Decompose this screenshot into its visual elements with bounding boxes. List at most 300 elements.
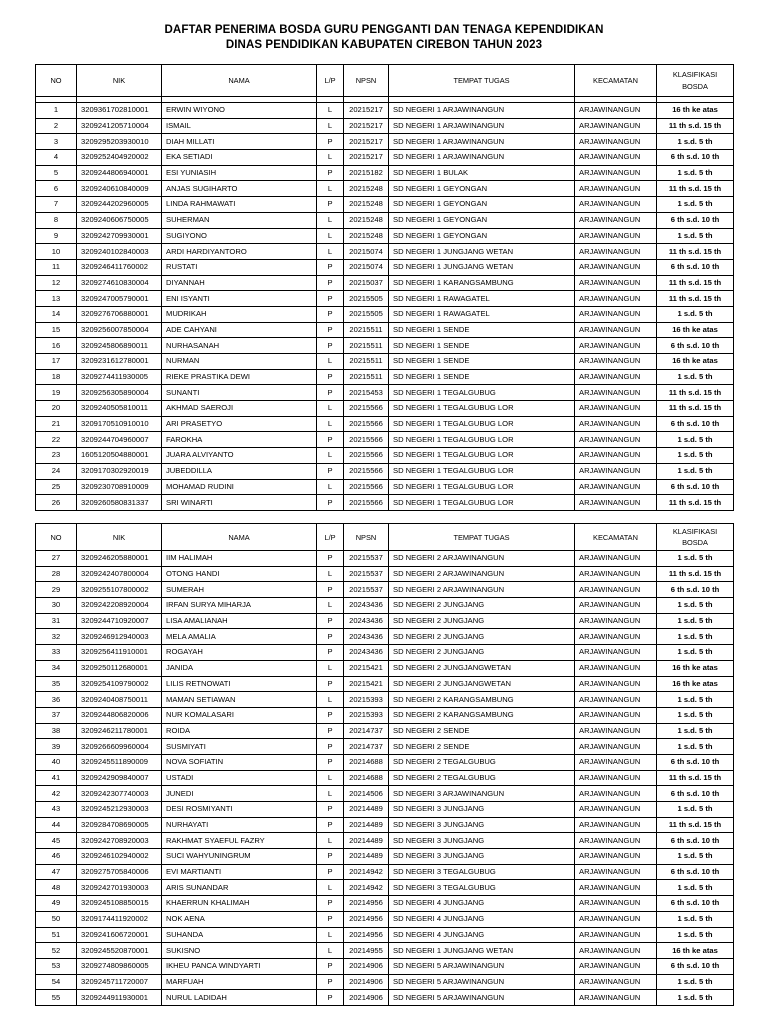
cell-npsn: 20215217 xyxy=(344,118,389,134)
cell-kecamatan: ARJAWINANGUN xyxy=(575,566,657,582)
cell-nik: 3209240102840003 xyxy=(77,244,162,260)
cell-lp: P xyxy=(317,306,344,322)
cell-tempat-tugas: SD NEGERI 2 ARJAWINANGUN xyxy=(389,582,575,598)
cell-nik: 3209274610830004 xyxy=(77,275,162,291)
cell-nik: 3209244202960005 xyxy=(77,197,162,213)
document-title-line2: DINAS PENDIDIKAN KABUPATEN CIREBON TAHUN 2023 xyxy=(225,39,543,51)
cell-tempat-tugas: SD NEGERI 1 ARJAWINANGUN xyxy=(389,118,575,134)
cell-tempat-tugas: SD NEGERI 1 SENDE xyxy=(389,369,575,385)
cell-nama: SUKISNO xyxy=(162,943,317,959)
cell-npsn: 20215453 xyxy=(344,385,389,401)
cell-lp: L xyxy=(317,598,344,614)
cell-klasifikasi: 1 s.d. 5 th xyxy=(657,802,734,818)
cell-lp: L xyxy=(317,479,344,495)
table-row xyxy=(36,259,734,275)
cell-nik: 3209244806940001 xyxy=(77,165,162,181)
header-kecamatan: KECAMATAN xyxy=(575,524,657,551)
cell-klasifikasi: 6 th s.d. 10 th xyxy=(657,754,734,770)
cell-klasifikasi: 6 th s.d. 10 th xyxy=(657,416,734,432)
cell-lp: P xyxy=(317,739,344,755)
cell-npsn: 20215511 xyxy=(344,354,389,370)
cell-npsn: 20215511 xyxy=(344,322,389,338)
cell-no: 20 xyxy=(36,401,77,417)
cell-npsn: 20215217 xyxy=(344,150,389,166)
cell-npsn: 20215248 xyxy=(344,197,389,213)
cell-npsn: 20215505 xyxy=(344,291,389,307)
cell-klasifikasi: 11 th s.d. 15 th xyxy=(657,181,734,197)
table-row xyxy=(36,927,734,943)
table-row xyxy=(36,150,734,166)
cell-tempat-tugas: SD NEGERI 2 JUNGJANGWETAN xyxy=(389,660,575,676)
cell-no: 19 xyxy=(36,385,77,401)
cell-tempat-tugas: SD NEGERI 1 KARANGSAMBUNG xyxy=(389,275,575,291)
cell-klasifikasi: 1 s.d. 5 th xyxy=(657,165,734,181)
cell-lp: L xyxy=(317,943,344,959)
cell-nik: 3209274411930005 xyxy=(77,369,162,385)
cell-lp: P xyxy=(317,990,344,1006)
cell-no: 31 xyxy=(36,613,77,629)
cell-lp: P xyxy=(317,707,344,723)
cell-klasifikasi: 1 s.d. 5 th xyxy=(657,927,734,943)
cell-kecamatan: ARJAWINANGUN xyxy=(575,692,657,708)
cell-lp: L xyxy=(317,786,344,802)
recipients-table-2 xyxy=(35,523,734,1006)
cell-npsn: 20215566 xyxy=(344,448,389,464)
cell-klasifikasi: 11 th s.d. 15 th xyxy=(657,385,734,401)
cell-npsn: 20215537 xyxy=(344,566,389,582)
cell-klasifikasi: 6 th s.d. 10 th xyxy=(657,864,734,880)
cell-kecamatan: ARJAWINANGUN xyxy=(575,613,657,629)
table-row xyxy=(36,754,734,770)
cell-nama: ARI PRASETYO xyxy=(162,416,317,432)
cell-nama: DIYANNAH xyxy=(162,275,317,291)
cell-no: 15 xyxy=(36,322,77,338)
cell-tempat-tugas: SD NEGERI 4 JUNGJANG xyxy=(389,896,575,912)
cell-tempat-tugas: SD NEGERI 1 TEGALGUBUG LOR xyxy=(389,479,575,495)
table-row xyxy=(36,306,734,322)
cell-lp: P xyxy=(317,645,344,661)
cell-klasifikasi: 1 s.d. 5 th xyxy=(657,629,734,645)
cell-kecamatan: ARJAWINANGUN xyxy=(575,463,657,479)
cell-no: 51 xyxy=(36,927,77,943)
table-row xyxy=(36,354,734,370)
header-nik: NIK xyxy=(77,524,162,551)
table-row xyxy=(36,864,734,880)
cell-nama: ESI YUNIASIH xyxy=(162,165,317,181)
header-tempat-tugas: TEMPAT TUGAS xyxy=(389,65,575,97)
cell-no: 27 xyxy=(36,551,77,567)
cell-tempat-tugas: SD NEGERI 1 GEYONGAN xyxy=(389,228,575,244)
cell-tempat-tugas: SD NEGERI 1 GEYONGAN xyxy=(389,197,575,213)
cell-kecamatan: ARJAWINANGUN xyxy=(575,306,657,322)
table-row xyxy=(36,911,734,927)
cell-nama: ARDI HARDIYANTORO xyxy=(162,244,317,260)
cell-kecamatan: ARJAWINANGUN xyxy=(575,275,657,291)
cell-nama: SUHANDA xyxy=(162,927,317,943)
cell-no: 41 xyxy=(36,770,77,786)
header-klasifikasi-line1: KLASIFIKASI xyxy=(672,69,718,79)
cell-lp: P xyxy=(317,817,344,833)
cell-tempat-tugas: SD NEGERI 1 SENDE xyxy=(389,322,575,338)
table-row xyxy=(36,817,734,833)
cell-no: 42 xyxy=(36,786,77,802)
cell-npsn: 20214906 xyxy=(344,990,389,1006)
cell-npsn: 20243436 xyxy=(344,629,389,645)
cell-npsn: 20215505 xyxy=(344,306,389,322)
cell-kecamatan: ARJAWINANGUN xyxy=(575,864,657,880)
cell-nama: NURUL LADIDAH xyxy=(162,990,317,1006)
header-klasifikasi-line2: BOSDA xyxy=(682,538,708,547)
cell-nama: LINDA RAHMAWATI xyxy=(162,197,317,213)
cell-kecamatan: ARJAWINANGUN xyxy=(575,150,657,166)
cell-npsn: 20214489 xyxy=(344,833,389,849)
cell-lp: P xyxy=(317,197,344,213)
cell-nama: IRFAN SURYA MIHARJA xyxy=(162,598,317,614)
cell-no: 21 xyxy=(36,416,77,432)
table-row xyxy=(36,770,734,786)
cell-tempat-tugas: SD NEGERI 2 ARJAWINANGUN xyxy=(389,551,575,567)
cell-kecamatan: ARJAWINANGUN xyxy=(575,244,657,260)
cell-lp: P xyxy=(317,369,344,385)
table-row xyxy=(36,322,734,338)
cell-nama: MUDRIKAH xyxy=(162,306,317,322)
cell-kecamatan: ARJAWINANGUN xyxy=(575,723,657,739)
cell-npsn: 20214688 xyxy=(344,754,389,770)
cell-tempat-tugas: SD NEGERI 1 TEGALGUBUG LOR xyxy=(389,432,575,448)
cell-kecamatan: ARJAWINANGUN xyxy=(575,401,657,417)
cell-npsn: 20214955 xyxy=(344,943,389,959)
cell-klasifikasi: 6 th s.d. 10 th xyxy=(657,150,734,166)
cell-nik: 3209242407800004 xyxy=(77,566,162,582)
cell-no: 35 xyxy=(36,676,77,692)
cell-nik: 3209240606750005 xyxy=(77,212,162,228)
cell-kecamatan: ARJAWINANGUN xyxy=(575,338,657,354)
cell-klasifikasi: 1 s.d. 5 th xyxy=(657,306,734,322)
cell-tempat-tugas: SD NEGERI 1 JUNGJANG WETAN xyxy=(389,943,575,959)
cell-klasifikasi: 16 th ke atas xyxy=(657,943,734,959)
cell-npsn: 20215511 xyxy=(344,338,389,354)
cell-nama: SUHERMAN xyxy=(162,212,317,228)
cell-lp: P xyxy=(317,723,344,739)
cell-no: 2 xyxy=(36,118,77,134)
cell-kecamatan: ARJAWINANGUN xyxy=(575,134,657,150)
cell-kecamatan: ARJAWINANGUN xyxy=(575,911,657,927)
cell-nik: 3209256007850004 xyxy=(77,322,162,338)
cell-klasifikasi: 11 th s.d. 15 th xyxy=(657,118,734,134)
cell-lp: L xyxy=(317,416,344,432)
cell-nik: 3209242708920003 xyxy=(77,833,162,849)
cell-lp: L xyxy=(317,212,344,228)
cell-kecamatan: ARJAWINANGUN xyxy=(575,896,657,912)
header-npsn: NPSN xyxy=(344,524,389,551)
cell-tempat-tugas: SD NEGERI 1 JUNGJANG WETAN xyxy=(389,244,575,260)
table-row xyxy=(36,165,734,181)
cell-nik: 3209245212930003 xyxy=(77,802,162,818)
table-row xyxy=(36,275,734,291)
cell-kecamatan: ARJAWINANGUN xyxy=(575,448,657,464)
cell-nik: 3209245806890011 xyxy=(77,338,162,354)
header-lp: L/P xyxy=(317,524,344,551)
cell-nama: SUMERAH xyxy=(162,582,317,598)
cell-klasifikasi: 1 s.d. 5 th xyxy=(657,551,734,567)
cell-npsn: 20214942 xyxy=(344,864,389,880)
cell-lp: L xyxy=(317,354,344,370)
cell-npsn: 20215217 xyxy=(344,103,389,119)
cell-npsn: 20214956 xyxy=(344,911,389,927)
cell-no: 48 xyxy=(36,880,77,896)
cell-npsn: 20214688 xyxy=(344,770,389,786)
cell-npsn: 20215393 xyxy=(344,692,389,708)
cell-klasifikasi: 16 th ke atas xyxy=(657,322,734,338)
cell-tempat-tugas: SD NEGERI 5 ARJAWINANGUN xyxy=(389,958,575,974)
table-row xyxy=(36,692,734,708)
cell-lp: P xyxy=(317,582,344,598)
cell-nama: USTADI xyxy=(162,770,317,786)
cell-nik: 3209230708910009 xyxy=(77,479,162,495)
cell-nik: 3209242208920004 xyxy=(77,598,162,614)
cell-tempat-tugas: SD NEGERI 1 RAWAGATEL xyxy=(389,291,575,307)
cell-kecamatan: ARJAWINANGUN xyxy=(575,833,657,849)
cell-klasifikasi: 1 s.d. 5 th xyxy=(657,645,734,661)
cell-nama: NUR KOMALASARI xyxy=(162,707,317,723)
cell-kecamatan: ARJAWINANGUN xyxy=(575,165,657,181)
cell-no: 37 xyxy=(36,707,77,723)
cell-kecamatan: ARJAWINANGUN xyxy=(575,369,657,385)
cell-npsn: 20215566 xyxy=(344,463,389,479)
cell-npsn: 20214489 xyxy=(344,802,389,818)
cell-kecamatan: ARJAWINANGUN xyxy=(575,416,657,432)
cell-lp: L xyxy=(317,244,344,260)
cell-no: 25 xyxy=(36,479,77,495)
cell-nama: JANIDA xyxy=(162,660,317,676)
cell-no: 53 xyxy=(36,958,77,974)
cell-nama: IKHEU PANCA WINDYARTI xyxy=(162,958,317,974)
cell-klasifikasi: 1 s.d. 5 th xyxy=(657,990,734,1006)
cell-npsn: 20215217 xyxy=(344,134,389,150)
table-2-body xyxy=(36,551,734,1006)
cell-tempat-tugas: SD NEGERI 1 ARJAWINANGUN xyxy=(389,103,575,119)
cell-no: 40 xyxy=(36,754,77,770)
cell-npsn: 20215566 xyxy=(344,495,389,511)
cell-nama: ROIDA xyxy=(162,723,317,739)
cell-lp: L xyxy=(317,692,344,708)
cell-npsn: 20215566 xyxy=(344,401,389,417)
cell-nik: 3209170510910010 xyxy=(77,416,162,432)
cell-no: 1 xyxy=(36,103,77,119)
cell-tempat-tugas: SD NEGERI 2 JUNGJANGWETAN xyxy=(389,676,575,692)
cell-kecamatan: ARJAWINANGUN xyxy=(575,927,657,943)
cell-lp: P xyxy=(317,259,344,275)
cell-kecamatan: ARJAWINANGUN xyxy=(575,817,657,833)
cell-kecamatan: ARJAWINANGUN xyxy=(575,322,657,338)
cell-tempat-tugas: SD NEGERI 3 JUNGJANG xyxy=(389,817,575,833)
table-row xyxy=(36,181,734,197)
cell-tempat-tugas: SD NEGERI 2 KARANGSAMBUNG xyxy=(389,707,575,723)
cell-nik: 3209252404920002 xyxy=(77,150,162,166)
table-row xyxy=(36,369,734,385)
table-row xyxy=(36,974,734,990)
cell-no: 33 xyxy=(36,645,77,661)
cell-lp: P xyxy=(317,802,344,818)
cell-tempat-tugas: SD NEGERI 1 TEGALGUBUG xyxy=(389,385,575,401)
cell-npsn: 20214489 xyxy=(344,817,389,833)
cell-nik: 3209244704960007 xyxy=(77,432,162,448)
cell-tempat-tugas: SD NEGERI 2 JUNGJANG xyxy=(389,645,575,661)
cell-kecamatan: ARJAWINANGUN xyxy=(575,990,657,1006)
cell-npsn: 20214506 xyxy=(344,786,389,802)
cell-tempat-tugas: SD NEGERI 1 BULAK xyxy=(389,165,575,181)
table-row xyxy=(36,676,734,692)
cell-no: 10 xyxy=(36,244,77,260)
cell-kecamatan: ARJAWINANGUN xyxy=(575,551,657,567)
cell-kecamatan: ARJAWINANGUN xyxy=(575,629,657,645)
cell-kecamatan: ARJAWINANGUN xyxy=(575,432,657,448)
table-row xyxy=(36,645,734,661)
table-row xyxy=(36,432,734,448)
cell-kecamatan: ARJAWINANGUN xyxy=(575,770,657,786)
cell-nik: 3209244710920007 xyxy=(77,613,162,629)
cell-nama: RAKHMAT SYAEFUL FAZRY xyxy=(162,833,317,849)
cell-tempat-tugas: SD NEGERI 2 JUNGJANG xyxy=(389,613,575,629)
cell-npsn: 20215074 xyxy=(344,259,389,275)
cell-nama: RUSTATI xyxy=(162,259,317,275)
table-row xyxy=(36,629,734,645)
cell-tempat-tugas: SD NEGERI 1 SENDE xyxy=(389,354,575,370)
cell-no: 11 xyxy=(36,259,77,275)
cell-npsn: 20215511 xyxy=(344,369,389,385)
table-row xyxy=(36,291,734,307)
cell-lp: P xyxy=(317,291,344,307)
cell-klasifikasi: 6 th s.d. 10 th xyxy=(657,896,734,912)
cell-no: 26 xyxy=(36,495,77,511)
cell-no: 50 xyxy=(36,911,77,927)
table-row xyxy=(36,896,734,912)
cell-lp: L xyxy=(317,660,344,676)
cell-lp: L xyxy=(317,118,344,134)
cell-kecamatan: ARJAWINANGUN xyxy=(575,582,657,598)
cell-npsn: 20243436 xyxy=(344,598,389,614)
header-no: NO xyxy=(36,65,77,97)
cell-lp: P xyxy=(317,463,344,479)
cell-npsn: 20214956 xyxy=(344,927,389,943)
cell-nik: 3209240505810011 xyxy=(77,401,162,417)
table-row xyxy=(36,385,734,401)
cell-no: 38 xyxy=(36,723,77,739)
cell-kecamatan: ARJAWINANGUN xyxy=(575,786,657,802)
table-row xyxy=(36,849,734,865)
cell-nik: 3209246912940003 xyxy=(77,629,162,645)
cell-tempat-tugas: SD NEGERI 5 ARJAWINANGUN xyxy=(389,990,575,1006)
table-header-row xyxy=(36,524,734,551)
table-row xyxy=(36,463,734,479)
cell-npsn: 20243436 xyxy=(344,645,389,661)
cell-klasifikasi: 11 th s.d. 15 th xyxy=(657,495,734,511)
cell-nama: JUNEDI xyxy=(162,786,317,802)
cell-nama: NURHAYATI xyxy=(162,817,317,833)
cell-no: 12 xyxy=(36,275,77,291)
cell-no: 9 xyxy=(36,228,77,244)
cell-npsn: 20215566 xyxy=(344,479,389,495)
cell-tempat-tugas: SD NEGERI 3 JUNGJANG xyxy=(389,849,575,865)
cell-no: 14 xyxy=(36,306,77,322)
cell-kecamatan: ARJAWINANGUN xyxy=(575,479,657,495)
cell-npsn: 20215537 xyxy=(344,551,389,567)
cell-klasifikasi: 11 th s.d. 15 th xyxy=(657,770,734,786)
cell-nik: 3209245520870001 xyxy=(77,943,162,959)
cell-kecamatan: ARJAWINANGUN xyxy=(575,943,657,959)
cell-no: 36 xyxy=(36,692,77,708)
cell-lp: L xyxy=(317,880,344,896)
header-klasifikasi-line1: KLASIFIKASI xyxy=(672,527,718,536)
cell-nik: 3209246211780001 xyxy=(77,723,162,739)
cell-nama: LISA AMALIANAH xyxy=(162,613,317,629)
cell-klasifikasi: 6 th s.d. 10 th xyxy=(657,338,734,354)
cell-nik: 3209170302920019 xyxy=(77,463,162,479)
cell-lp: P xyxy=(317,974,344,990)
cell-lp: P xyxy=(317,275,344,291)
cell-lp: P xyxy=(317,754,344,770)
cell-lp: L xyxy=(317,833,344,849)
table-header-row xyxy=(36,65,734,97)
cell-nama: ADE CAHYANI xyxy=(162,322,317,338)
cell-tempat-tugas: SD NEGERI 1 ARJAWINANGUN xyxy=(389,134,575,150)
cell-nama: DESI ROSMIYANTI xyxy=(162,802,317,818)
cell-nama: NOK AENA xyxy=(162,911,317,927)
cell-no: 22 xyxy=(36,432,77,448)
table-row xyxy=(36,723,734,739)
cell-tempat-tugas: SD NEGERI 2 SENDE xyxy=(389,723,575,739)
cell-tempat-tugas: SD NEGERI 1 GEYONGAN xyxy=(389,181,575,197)
table-row xyxy=(36,495,734,511)
cell-no: 34 xyxy=(36,660,77,676)
table-row xyxy=(36,448,734,464)
cell-nik: 3209361702810001 xyxy=(77,103,162,119)
cell-nik: 3209240610840009 xyxy=(77,181,162,197)
header-klasifikasi xyxy=(657,65,734,97)
table-row xyxy=(36,212,734,228)
cell-tempat-tugas: SD NEGERI 1 RAWAGATEL xyxy=(389,306,575,322)
cell-nik: 3209254109790002 xyxy=(77,676,162,692)
cell-no: 17 xyxy=(36,354,77,370)
table-row xyxy=(36,739,734,755)
cell-kecamatan: ARJAWINANGUN xyxy=(575,707,657,723)
cell-tempat-tugas: SD NEGERI 3 JUNGJANG xyxy=(389,802,575,818)
cell-nik: 3209245108850015 xyxy=(77,896,162,912)
cell-kecamatan: ARJAWINANGUN xyxy=(575,181,657,197)
cell-tempat-tugas: SD NEGERI 1 TEGALGUBUG LOR xyxy=(389,448,575,464)
header-klasifikasi xyxy=(657,524,734,551)
cell-kecamatan: ARJAWINANGUN xyxy=(575,880,657,896)
cell-kecamatan: ARJAWINANGUN xyxy=(575,660,657,676)
cell-lp: P xyxy=(317,911,344,927)
cell-tempat-tugas: SD NEGERI 3 ARJAWINANGUN xyxy=(389,786,575,802)
cell-nama: ENI ISYANTI xyxy=(162,291,317,307)
cell-no: 13 xyxy=(36,291,77,307)
cell-lp: P xyxy=(317,676,344,692)
cell-npsn: 20215248 xyxy=(344,212,389,228)
cell-tempat-tugas: SD NEGERI 3 TEGALGUBUG xyxy=(389,864,575,880)
header-klasifikasi-line2: BOSDA xyxy=(682,81,708,91)
table-row xyxy=(36,118,734,134)
table-row xyxy=(36,416,734,432)
table-row xyxy=(36,707,734,723)
cell-lp: L xyxy=(317,770,344,786)
cell-kecamatan: ARJAWINANGUN xyxy=(575,118,657,134)
table-row xyxy=(36,958,734,974)
cell-nik: 3209174411920002 xyxy=(77,911,162,927)
cell-no: 39 xyxy=(36,739,77,755)
cell-nama: ISMAIL xyxy=(162,118,317,134)
